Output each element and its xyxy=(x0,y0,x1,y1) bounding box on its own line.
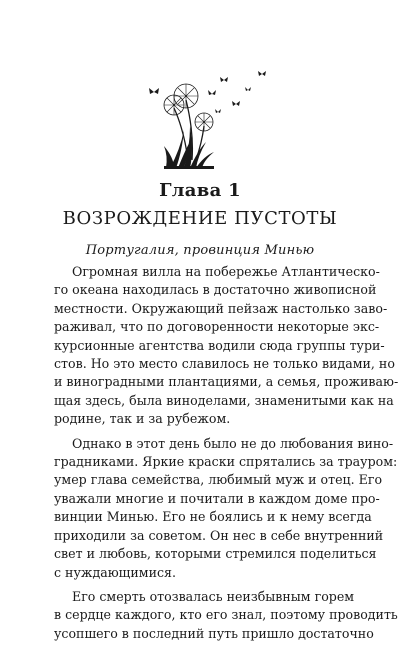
chapter-title: ВОЗРОЖДЕНИЕ ПУСТОТЫ xyxy=(62,208,338,229)
text-line: в сердце каждого, кто его знал, поэтому проводить xyxy=(54,607,398,623)
text-line: Огромная вилла на побережье Атлантическо- xyxy=(72,264,380,279)
text-line: местности. Окружающий пейзаж настолько заво- xyxy=(54,300,388,316)
dandelion-butterflies-icon xyxy=(140,60,280,175)
text-line: винции Минью. Его не боялись и к нему всегда xyxy=(54,509,372,525)
text-line: Однако в этот день было не до любования вино- xyxy=(72,435,394,451)
text-line: родине, так и за рубежом. xyxy=(54,411,231,427)
paragraph xyxy=(54,263,399,429)
chapter-location: Португалия, провинция Минью xyxy=(85,243,315,258)
text-line: приходили за советом. Он нес в себе внутренний xyxy=(54,527,384,543)
text-line: градниками. Яркие краски спрятались за трауром: xyxy=(54,454,398,470)
paragraph xyxy=(54,588,398,643)
paragraph xyxy=(54,435,398,582)
text-line: курсионные агентства водили сюда группы тури- xyxy=(54,337,385,353)
text-line: усопшего в последний путь пришло достаточно xyxy=(54,625,374,641)
text-line: Его смерть отозвалась неизбывным горем xyxy=(72,588,355,604)
text-line: стов. Но это место славилось не только видами, но xyxy=(54,356,395,372)
text-line: и виноградными плантациями, а семья, проживаю- xyxy=(54,374,399,390)
body-text xyxy=(54,263,399,649)
text-line: свет и любовь, которыми стремился поделиться xyxy=(54,546,377,562)
text-line: щая здесь, была виноделами, знаменитыми как на xyxy=(54,392,394,408)
chapter-number: Глава 1 xyxy=(159,180,241,201)
text-line: го океана находилась в достаточно живописной xyxy=(54,282,377,298)
text-line: раживал, что по договоренности некоторые экс- xyxy=(54,319,380,335)
text-line: с нуждающимися. xyxy=(54,564,176,580)
text-line: умер глава семейства, любимый муж и отец. Его xyxy=(54,472,383,488)
text-line: уважали многие и почитали в каждом доме про- xyxy=(54,490,380,506)
